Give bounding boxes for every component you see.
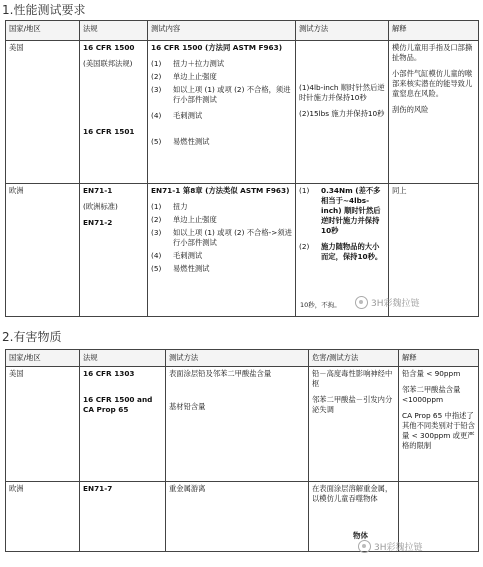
header-test-content: 测试内容	[148, 21, 296, 41]
item-text: 扭力	[173, 202, 188, 211]
item-text: 毛刺测试	[173, 111, 203, 120]
region-cell	[6, 367, 80, 482]
region-eu: 欧洲	[9, 186, 24, 195]
explanation-text: 小部件气缸模仿儿童的喉部来核实潜在的能导致儿童窒息在风险。	[392, 69, 473, 98]
explanation-text: 刮伤的风险	[392, 105, 429, 114]
item-text: 扭力＋拉力测试	[173, 59, 225, 68]
explanation-text: 同上	[392, 186, 407, 195]
region-cell	[6, 482, 80, 552]
watermark-text: 3H彩魏拉链	[371, 299, 420, 309]
watermark-logo-icon	[358, 540, 371, 553]
item-text: 如以上项 (1) 或项 (2) 不合格，须进行小部件测试	[173, 85, 291, 104]
regulation-code: 16 CFR 1303	[83, 369, 135, 378]
hazardous-substances-table	[5, 349, 479, 552]
hazard-text: 在表面涂层溶解重金属，以模仿儿童吞噬物体	[312, 484, 393, 503]
item-number: (2)	[151, 72, 162, 81]
item-text: 0.34Nm (差不多相当于~4lbs-inch) 顺时针然后逆时针施力并保持10秒	[321, 186, 381, 235]
header-regulation: 法规	[80, 350, 166, 367]
item-number: (2)	[151, 215, 162, 224]
item-text: 如以上项 (1) 或项 (2) 不合格->须进行小部件测试	[173, 228, 292, 247]
region-cell	[6, 41, 80, 184]
item-text: 施力随物品的大小而定，保持10秒。	[321, 242, 383, 261]
method-text: (2)15lbs 施力并保持10秒	[299, 109, 385, 118]
list-item	[299, 242, 385, 262]
table-row-us	[6, 41, 479, 184]
list-item	[151, 202, 292, 212]
method-text: 重金属游离	[169, 484, 206, 493]
explanation-cell	[389, 41, 479, 184]
performance-test-table	[5, 20, 479, 317]
regulation-note: (欧洲标准)	[83, 202, 118, 211]
hazard-cell	[309, 367, 399, 482]
regulation-code: EN71-1	[83, 186, 113, 195]
test-method-cell	[166, 367, 309, 482]
table-header-row	[6, 350, 479, 367]
watermark-text: 3H彩魏拉链	[374, 543, 423, 553]
watermark	[358, 540, 423, 553]
item-number: (4)	[151, 111, 162, 120]
header-test-method: 测试方法	[166, 350, 309, 367]
explanation-cell	[399, 367, 479, 482]
list-item	[151, 215, 292, 225]
header-test-method: 测试方法	[296, 21, 389, 41]
explanation-text: 模仿儿童用手指及口部撕扯物品。	[392, 43, 473, 62]
test-method-cell	[296, 41, 389, 184]
item-text: 单边上止强度	[173, 215, 217, 224]
item-number: (5)	[151, 264, 162, 273]
regulation-code: 16 CFR 1501	[83, 127, 135, 136]
hazard-text: 邻苯二甲酸盐－引发内分泌失调	[312, 395, 393, 414]
region-cell	[6, 184, 80, 317]
header-region: 国家/地区	[6, 350, 80, 367]
test-method-cell	[166, 482, 309, 552]
header-hazard: 危害/测试方法	[309, 350, 399, 367]
list-item	[151, 228, 292, 248]
hazard-tail-text: 物体	[353, 531, 368, 540]
regulation-cell	[80, 41, 148, 184]
regulation-cell	[80, 482, 166, 552]
list-item	[151, 59, 292, 69]
content-title: EN71-1 第8章 (方法类似 ASTM F963)	[151, 186, 290, 195]
section1-title: 1.性能测试要求	[2, 3, 86, 17]
test-content-cell	[148, 41, 296, 184]
region-us: 美国	[9, 369, 24, 378]
method-text: (1)4lb-inch 顺时针然后逆时针施力并保持10秒	[299, 83, 385, 102]
regulation-cell	[80, 367, 166, 482]
section2-title: 2.有害物质	[2, 330, 62, 344]
list-item	[299, 186, 385, 236]
item-number: (3)	[151, 85, 162, 94]
explanation-text: CA Prop 65 中指述了其他不同类别对于铅含量 < 300ppm 或更严格的限制	[402, 411, 475, 450]
item-text: 毛刺测试	[173, 251, 203, 260]
watermark-logo-icon	[355, 296, 368, 309]
regulation-code: 16 CFR 1500 and CA Prop 65	[83, 395, 153, 414]
test-content-cell	[148, 184, 296, 317]
item-number: (5)	[151, 137, 162, 146]
regulation-cell	[80, 184, 148, 317]
regulation-note: (美国联邦法规)	[83, 59, 133, 68]
list-item	[151, 264, 292, 274]
header-regulation: 法规	[80, 21, 148, 41]
item-number: (2)	[299, 242, 310, 251]
method-tail-text: 10秒，不拘。	[300, 301, 341, 309]
header-region: 国家/地区	[6, 21, 80, 41]
content-title: 16 CFR 1500 (方法同 ASTM F963)	[151, 43, 283, 52]
region-eu: 欧洲	[9, 484, 24, 493]
explanation-text: 邻苯二甲酸盐含量 <1000ppm	[402, 385, 461, 404]
header-explanation: 解释	[399, 350, 479, 367]
header-explanation: 解释	[389, 21, 479, 41]
regulation-code: EN71-2	[83, 218, 113, 227]
list-item	[151, 251, 292, 261]
regulation-code: 16 CFR 1500	[83, 43, 135, 52]
region-us: 美国	[9, 43, 24, 52]
regulation-code: EN71-7	[83, 484, 113, 493]
item-number: (4)	[151, 251, 162, 260]
list-item	[151, 111, 292, 121]
table-header-row	[6, 21, 479, 41]
explanation-text: 铅含量 < 90ppm	[402, 369, 461, 378]
list-item	[151, 137, 292, 147]
item-number: (3)	[151, 228, 162, 237]
list-item	[151, 72, 292, 82]
item-number: (1)	[151, 59, 162, 68]
item-number: (1)	[151, 202, 162, 211]
table-row-us	[6, 367, 479, 482]
item-number: (1)	[299, 186, 310, 195]
list-item	[151, 85, 292, 105]
hazard-text: 铅－高度毒性影响神经中枢	[312, 369, 393, 388]
item-text: 易燃性测试	[173, 264, 210, 273]
watermark	[355, 296, 420, 309]
method-text: 基材铅含量	[169, 402, 206, 411]
item-text: 单边上止强度	[173, 72, 217, 81]
method-text: 表面涂层铅及邻苯二甲酸盐含量	[169, 369, 272, 378]
item-text: 易燃性测试	[173, 137, 210, 146]
